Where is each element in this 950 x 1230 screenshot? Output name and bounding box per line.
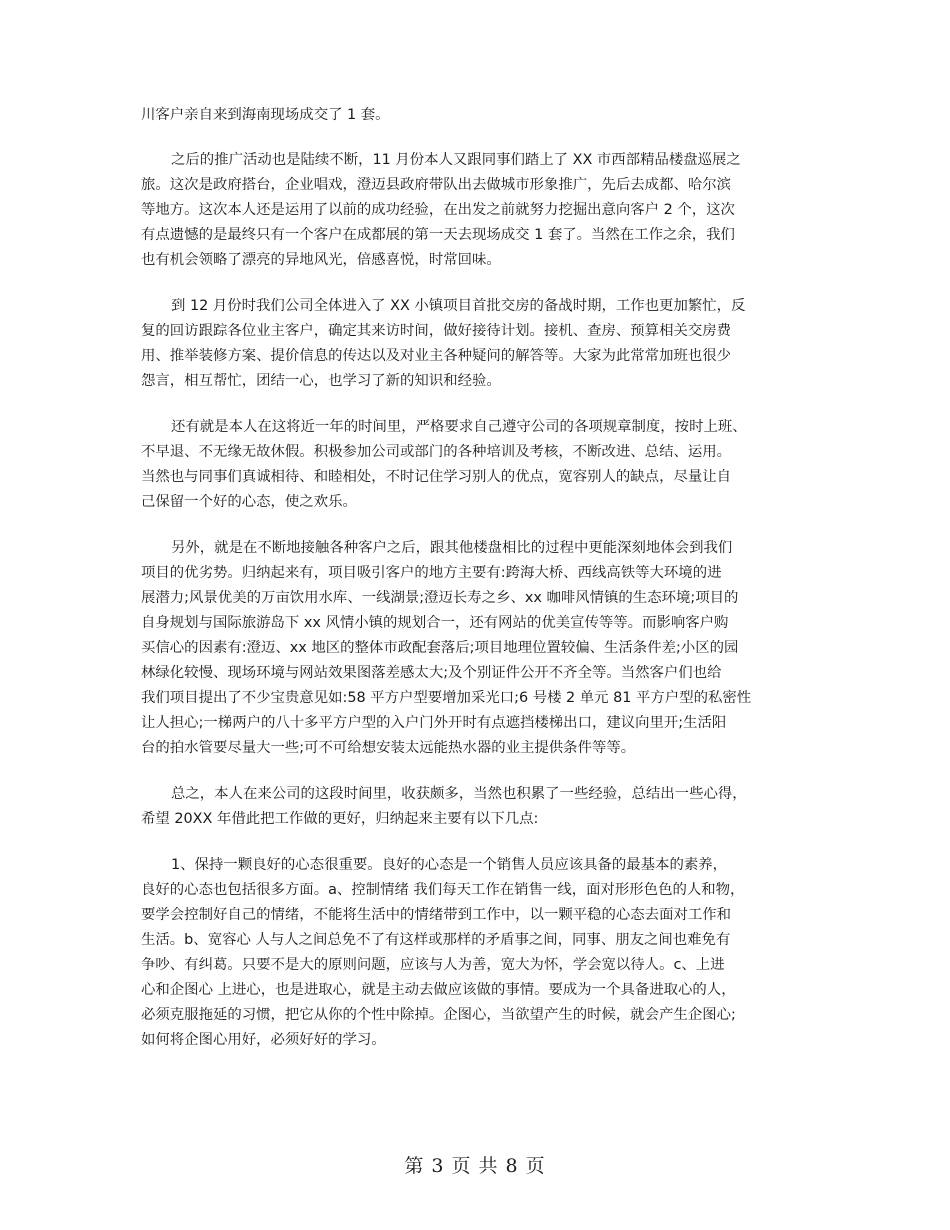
- paragraph-6: [141, 782, 813, 832]
- text-line: 良好的心态也包括很多方面。a、控制情绪 我们每天工作在销售一线，面对形形色色的人和物，: [141, 882, 745, 898]
- paragraph-1: [141, 103, 813, 128]
- text-line: 怨言，相互帮忙，团结一心，也学习了新的知识和经验。: [141, 373, 501, 389]
- text-line: 让人担心;一梯两户的八十多平方户型的入户门外开时有点遮挡楼梯出口，建议向里开;生活阳: [141, 715, 727, 731]
- text-line: 旅。这次是政府搭台，企业唱戏，澄迈县政府带队出去做城市形象推广，先后去成都、哈尔滨: [141, 177, 732, 193]
- text-line: 自身规划与国际旅游岛下 xx 风情小镇的规划合一，还有网站的优美宣传等等。而影响客户购: [141, 615, 729, 631]
- page-number-footer: 第 3 页 共 8 页: [404, 1155, 546, 1177]
- text-line: 之后的推广活动也是陆续不断，11 月份本人又跟同事们踏上了 XX 市西部精品楼盘巡展之: [171, 152, 741, 168]
- paragraph-5: [141, 536, 813, 761]
- text-line: 必须克服拖延的习惯，把它从你的个性中除掉。企图心，当欲望产生的时候，就会产生企图心;: [141, 1007, 736, 1023]
- text-line: 买信心的因素有:澄迈、xx 地区的整体市政配套落后;项目地理位置较偏、生活条件差;小区的园: [141, 640, 739, 656]
- text-line: 争吵、有纠葛。只要不是大的原则问题，应该与人为善，宽大为怀，学会宽以待人。c、上进: [141, 957, 725, 973]
- text-line: 心和企图心 上进心，也是进取心，就是主动去做应该做的事情。要成为一个具备进取心的人，: [141, 982, 736, 998]
- text-line: 我们项目提出了不少宝贵意见如:58 平方户型要增加采光口;6 号楼 2 单元 81 平方户型的私密性: [141, 690, 752, 706]
- text-line: 生活。b、宽容心 人与人之间总免不了有这样或那样的矛盾事之间，同事、朋友之间也难免有: [141, 932, 731, 948]
- text-line: 当然也与同事们真诚相待、和睦相处，不时记住学习别人的优点，宽容别人的缺点，尽量让自: [141, 469, 732, 485]
- text-line: 林绿化较慢、现场环境与网站效果图落差感太大;及个别证件公开不齐全等。当然客户们也给: [141, 665, 722, 681]
- text-line: 到 12 月份时我们公司全体进入了 XX 小镇项目首批交房的备战时期，工作也更加繁忙，反: [171, 298, 746, 314]
- paragraph-3: [141, 294, 813, 394]
- text-line: 也有机会领略了漂亮的异地风光，倍感喜悦，时常回味。: [141, 252, 501, 268]
- text-line: 总之，本人在来公司的这段时间里，收获颇多，当然也积累了一些经验，总结出一些心得，: [171, 786, 747, 802]
- text-line: 另外，就是在不断地接触各种客户之后，跟其他楼盘相比的过程中更能深刻地体会到我们: [171, 540, 733, 556]
- text-line: 川客户亲自来到海南现场成交了 1 套。: [141, 107, 390, 123]
- text-line: 要学会控制好自己的情绪，不能将生活中的情绪带到工作中，以一颗平稳的心态去面对工作和: [141, 907, 732, 923]
- text-line: 复的回访跟踪各位业主客户，确定其来访时间，做好接待计划。接机、查房、预算相关交房费: [141, 323, 732, 339]
- text-line: 项目的优劣势。归纳起来有，项目吸引客户的地方主要有:跨海大桥、西线高铁等大环境的进: [141, 565, 722, 581]
- text-line: 用、推举装修方案、提价信息的传达以及对业主各种疑问的解答等。大家为此常常加班也很少: [141, 348, 732, 364]
- paragraph-2: [141, 148, 813, 273]
- document-body: [141, 103, 813, 1074]
- paragraph-7: [141, 853, 813, 1053]
- text-line: 等地方。这次本人还是运用了以前的成功经验，在出发之前就努力挖掘出意向客户 2 个，这次: [141, 202, 735, 218]
- text-line: 有点遗憾的是最终只有一个客户在成都展的第一天去现场成交 1 套了。当然在工作之余，我们: [141, 227, 735, 243]
- text-line: 希望 20XX 年借此把工作做的更好，归纳起来主要有以下几点:: [141, 811, 539, 827]
- paragraph-4: [141, 415, 813, 515]
- text-line: 还有就是本人在这将近一年的时间里，严格要求自己遵守公司的各项规章制度，按时上班、: [171, 419, 747, 435]
- text-line: 台的拍水管要尽量大一些;可不可给想安装太远能热水器的业主提供条件等等。: [141, 740, 636, 756]
- text-line: 如何将企图心用好，必须好好的学习。: [141, 1032, 386, 1048]
- text-line: 己保留一个好的心态，使之欢乐。: [141, 494, 357, 510]
- text-line: 不早退、不无缘无故休假。积极参加公司或部门的各种培训及考核，不断改进、总结、运用。: [141, 444, 732, 460]
- text-line: 1、保持一颗良好的心态很重要。良好的心态是一个销售人员应该具备的最基本的素养，: [171, 857, 728, 873]
- text-line: 展潜力;风景优美的万亩饮用水库、一线湖景;澄迈长寿之乡、xx 咖啡风情镇的生态环境;项目的: [141, 590, 739, 606]
